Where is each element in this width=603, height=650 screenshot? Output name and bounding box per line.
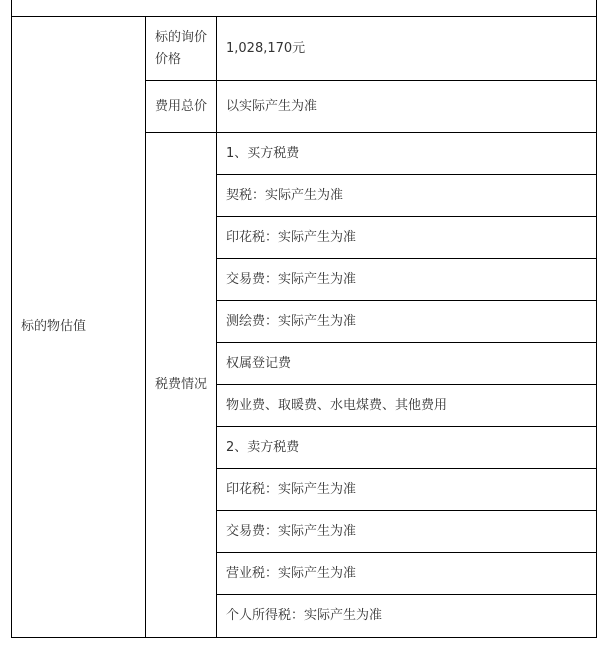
tax-item-cell: 印花税：实际产生为准 [217, 217, 597, 259]
tax-label-cell: 税费情况 [146, 133, 217, 638]
tax-item-cell: 交易费：实际产生为准 [217, 259, 597, 301]
tax-item-cell: 个人所得税：实际产生为准 [217, 595, 597, 638]
tax-item-cell: 物业费、取暖费、水电煤费、其他费用 [217, 385, 597, 427]
total-fee-label-cell: 费用总价 [146, 81, 217, 133]
top-empty-cell [12, 0, 597, 17]
table-row [12, 17, 597, 81]
tax-item-cell: 权属登记费 [217, 343, 597, 385]
price-value-cell: 1,028,170元 [217, 17, 597, 81]
tax-item-cell: 1、买方税费 [217, 133, 597, 175]
tax-item-cell: 测绘费：实际产生为准 [217, 301, 597, 343]
tax-item-cell: 交易费：实际产生为准 [217, 511, 597, 553]
valuation-table [11, 0, 597, 638]
section-label-cell: 标的物估值 [12, 17, 146, 638]
price-label-cell: 标的询价价格 [146, 17, 217, 81]
tax-item-cell: 印花税：实际产生为准 [217, 469, 597, 511]
table-top-row [12, 0, 597, 17]
total-fee-value-cell: 以实际产生为准 [217, 81, 597, 133]
tax-item-cell: 契税：实际产生为准 [217, 175, 597, 217]
tax-item-cell: 营业税：实际产生为准 [217, 553, 597, 595]
tax-item-cell: 2、卖方税费 [217, 427, 597, 469]
